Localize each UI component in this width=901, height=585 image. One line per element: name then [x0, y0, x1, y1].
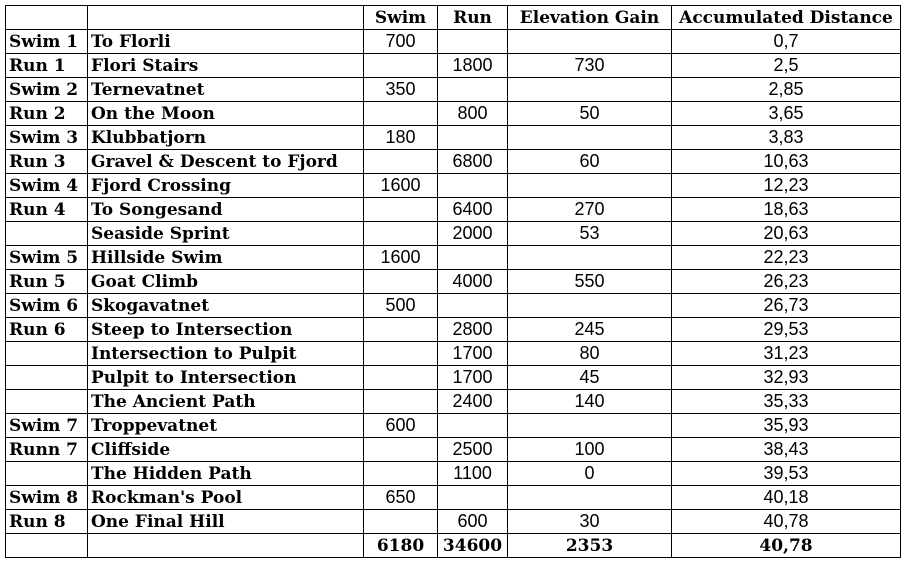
elevation-gain-cell: 80 — [508, 342, 672, 366]
run-cell: 6400 — [438, 198, 508, 222]
elevation-gain-cell: 100 — [508, 438, 672, 462]
swim-cell — [364, 270, 438, 294]
table-row — [6, 150, 901, 174]
segment-name-cell: The Ancient Path — [88, 390, 364, 414]
run-cell — [438, 486, 508, 510]
run-cell: 6800 — [438, 150, 508, 174]
accumulated-distance-cell: 10,63 — [672, 150, 901, 174]
accumulated-distance-cell: 2,5 — [672, 54, 901, 78]
swim-cell — [364, 102, 438, 126]
run-cell — [438, 126, 508, 150]
swim-cell: 600 — [364, 414, 438, 438]
accumulated-distance-cell: 40,18 — [672, 486, 901, 510]
total-elevation-gain-cell: 2353 — [508, 534, 672, 558]
segment-name-cell: Cliffside — [88, 438, 364, 462]
segment-name-cell: To Florli — [88, 30, 364, 54]
elevation-gain-cell: 45 — [508, 366, 672, 390]
elevation-gain-cell: 140 — [508, 390, 672, 414]
segment-name-cell: Ternevatnet — [88, 78, 364, 102]
table-body — [6, 30, 901, 558]
table-row — [6, 102, 901, 126]
segment-name-cell: Seaside Sprint — [88, 222, 364, 246]
accumulated-distance-cell: 40,78 — [672, 510, 901, 534]
leg-cell: Swim 5 — [6, 246, 88, 270]
elevation-gain-cell — [508, 294, 672, 318]
segment-name-cell: On the Moon — [88, 102, 364, 126]
run-cell: 4000 — [438, 270, 508, 294]
accumulated-distance-cell: 26,23 — [672, 270, 901, 294]
leg-cell: Run 8 — [6, 510, 88, 534]
elevation-gain-cell: 60 — [508, 150, 672, 174]
table-row — [6, 30, 901, 54]
leg-cell: Runn 7 — [6, 438, 88, 462]
segment-name-cell: Hillside Swim — [88, 246, 364, 270]
accumulated-distance-cell: 22,23 — [672, 246, 901, 270]
elevation-gain-cell — [508, 30, 672, 54]
total-swim-cell: 6180 — [364, 534, 438, 558]
table-row — [6, 246, 901, 270]
swim-cell — [364, 390, 438, 414]
elevation-gain-cell: 270 — [508, 198, 672, 222]
table-row — [6, 318, 901, 342]
run-cell: 2400 — [438, 390, 508, 414]
leg-cell: Run 2 — [6, 102, 88, 126]
leg-cell: Run 1 — [6, 54, 88, 78]
accumulated-distance-cell: 35,33 — [672, 390, 901, 414]
elevation-gain-cell: 50 — [508, 102, 672, 126]
run-cell — [438, 78, 508, 102]
segment-name-cell: Troppevatnet — [88, 414, 364, 438]
table-row — [6, 54, 901, 78]
accumulated-distance-cell: 31,23 — [672, 342, 901, 366]
swim-cell — [364, 366, 438, 390]
segment-name-cell: To Songesand — [88, 198, 364, 222]
table-row — [6, 222, 901, 246]
leg-cell: Swim 2 — [6, 78, 88, 102]
swim-cell: 1600 — [364, 174, 438, 198]
segment-name-cell: Goat Climb — [88, 270, 364, 294]
total-accumulated-distance-cell: 40,78 — [672, 534, 901, 558]
swim-cell — [364, 198, 438, 222]
leg-cell — [6, 366, 88, 390]
swim-cell — [364, 462, 438, 486]
accumulated-distance-cell: 3,65 — [672, 102, 901, 126]
table-row — [6, 366, 901, 390]
header-segment — [88, 6, 364, 30]
swim-cell — [364, 342, 438, 366]
total-leg-cell — [6, 534, 88, 558]
run-cell: 600 — [438, 510, 508, 534]
swim-cell — [364, 222, 438, 246]
leg-cell: Run 3 — [6, 150, 88, 174]
accumulated-distance-cell: 18,63 — [672, 198, 901, 222]
accumulated-distance-cell: 3,83 — [672, 126, 901, 150]
leg-cell — [6, 462, 88, 486]
table-row — [6, 510, 901, 534]
header-leg — [6, 6, 88, 30]
segment-name-cell: Intersection to Pulpit — [88, 342, 364, 366]
swim-cell — [364, 438, 438, 462]
elevation-gain-cell — [508, 414, 672, 438]
segment-name-cell: One Final Hill — [88, 510, 364, 534]
swim-cell — [364, 54, 438, 78]
elevation-gain-cell — [508, 174, 672, 198]
leg-cell: Run 6 — [6, 318, 88, 342]
table-row — [6, 390, 901, 414]
run-cell: 2000 — [438, 222, 508, 246]
segment-name-cell: Klubbatjorn — [88, 126, 364, 150]
run-cell — [438, 294, 508, 318]
elevation-gain-cell — [508, 126, 672, 150]
swim-cell: 700 — [364, 30, 438, 54]
leg-cell: Swim 8 — [6, 486, 88, 510]
table-row — [6, 342, 901, 366]
elevation-gain-cell — [508, 486, 672, 510]
leg-cell: Swim 6 — [6, 294, 88, 318]
table-row — [6, 198, 901, 222]
run-cell: 2800 — [438, 318, 508, 342]
accumulated-distance-cell: 0,7 — [672, 30, 901, 54]
table-row — [6, 486, 901, 510]
swim-cell — [364, 150, 438, 174]
accumulated-distance-cell: 26,73 — [672, 294, 901, 318]
run-cell: 1800 — [438, 54, 508, 78]
accumulated-distance-cell: 29,53 — [672, 318, 901, 342]
segment-name-cell: Flori Stairs — [88, 54, 364, 78]
table-row — [6, 414, 901, 438]
segment-name-cell: Gravel & Descent to Fjord — [88, 150, 364, 174]
leg-cell — [6, 222, 88, 246]
table-row — [6, 462, 901, 486]
segment-name-cell: Fjord Crossing — [88, 174, 364, 198]
header-row — [6, 6, 901, 30]
total-segment-name-cell — [88, 534, 364, 558]
run-cell: 1700 — [438, 366, 508, 390]
leg-cell: Swim 7 — [6, 414, 88, 438]
run-cell: 1100 — [438, 462, 508, 486]
header-elevation-gain: Elevation Gain — [508, 6, 672, 30]
run-cell: 1700 — [438, 342, 508, 366]
run-cell — [438, 30, 508, 54]
swim-cell: 350 — [364, 78, 438, 102]
swim-cell — [364, 510, 438, 534]
swim-cell — [364, 318, 438, 342]
swim-cell: 650 — [364, 486, 438, 510]
elevation-gain-cell: 53 — [508, 222, 672, 246]
leg-cell: Swim 4 — [6, 174, 88, 198]
segment-name-cell: Pulpit to Intersection — [88, 366, 364, 390]
elevation-gain-cell: 550 — [508, 270, 672, 294]
elevation-gain-cell: 0 — [508, 462, 672, 486]
leg-cell: Run 4 — [6, 198, 88, 222]
run-cell: 800 — [438, 102, 508, 126]
elevation-gain-cell — [508, 78, 672, 102]
swim-cell: 500 — [364, 294, 438, 318]
segment-name-cell: Steep to Intersection — [88, 318, 364, 342]
header-accumulated-distance: Accumulated Distance — [672, 6, 901, 30]
leg-cell: Swim 3 — [6, 126, 88, 150]
swim-cell: 1600 — [364, 246, 438, 270]
elevation-gain-cell: 245 — [508, 318, 672, 342]
totals-row — [6, 534, 901, 558]
run-cell: 2500 — [438, 438, 508, 462]
accumulated-distance-cell: 12,23 — [672, 174, 901, 198]
table-row — [6, 294, 901, 318]
header-run: Run — [438, 6, 508, 30]
header-swim: Swim — [364, 6, 438, 30]
accumulated-distance-cell: 39,53 — [672, 462, 901, 486]
race-legs-table — [5, 5, 901, 558]
leg-cell — [6, 342, 88, 366]
elevation-gain-cell — [508, 246, 672, 270]
segment-name-cell: Skogavatnet — [88, 294, 364, 318]
accumulated-distance-cell: 35,93 — [672, 414, 901, 438]
elevation-gain-cell: 730 — [508, 54, 672, 78]
segment-name-cell: Rockman's Pool — [88, 486, 364, 510]
total-run-cell: 34600 — [438, 534, 508, 558]
table-row — [6, 126, 901, 150]
leg-cell: Run 5 — [6, 270, 88, 294]
swim-cell: 180 — [364, 126, 438, 150]
elevation-gain-cell: 30 — [508, 510, 672, 534]
accumulated-distance-cell: 32,93 — [672, 366, 901, 390]
accumulated-distance-cell: 38,43 — [672, 438, 901, 462]
table-row — [6, 174, 901, 198]
accumulated-distance-cell: 2,85 — [672, 78, 901, 102]
table-row — [6, 438, 901, 462]
leg-cell — [6, 390, 88, 414]
leg-cell: Swim 1 — [6, 30, 88, 54]
run-cell — [438, 246, 508, 270]
run-cell — [438, 414, 508, 438]
accumulated-distance-cell: 20,63 — [672, 222, 901, 246]
segment-name-cell: The Hidden Path — [88, 462, 364, 486]
run-cell — [438, 174, 508, 198]
table-row — [6, 78, 901, 102]
table-row — [6, 270, 901, 294]
